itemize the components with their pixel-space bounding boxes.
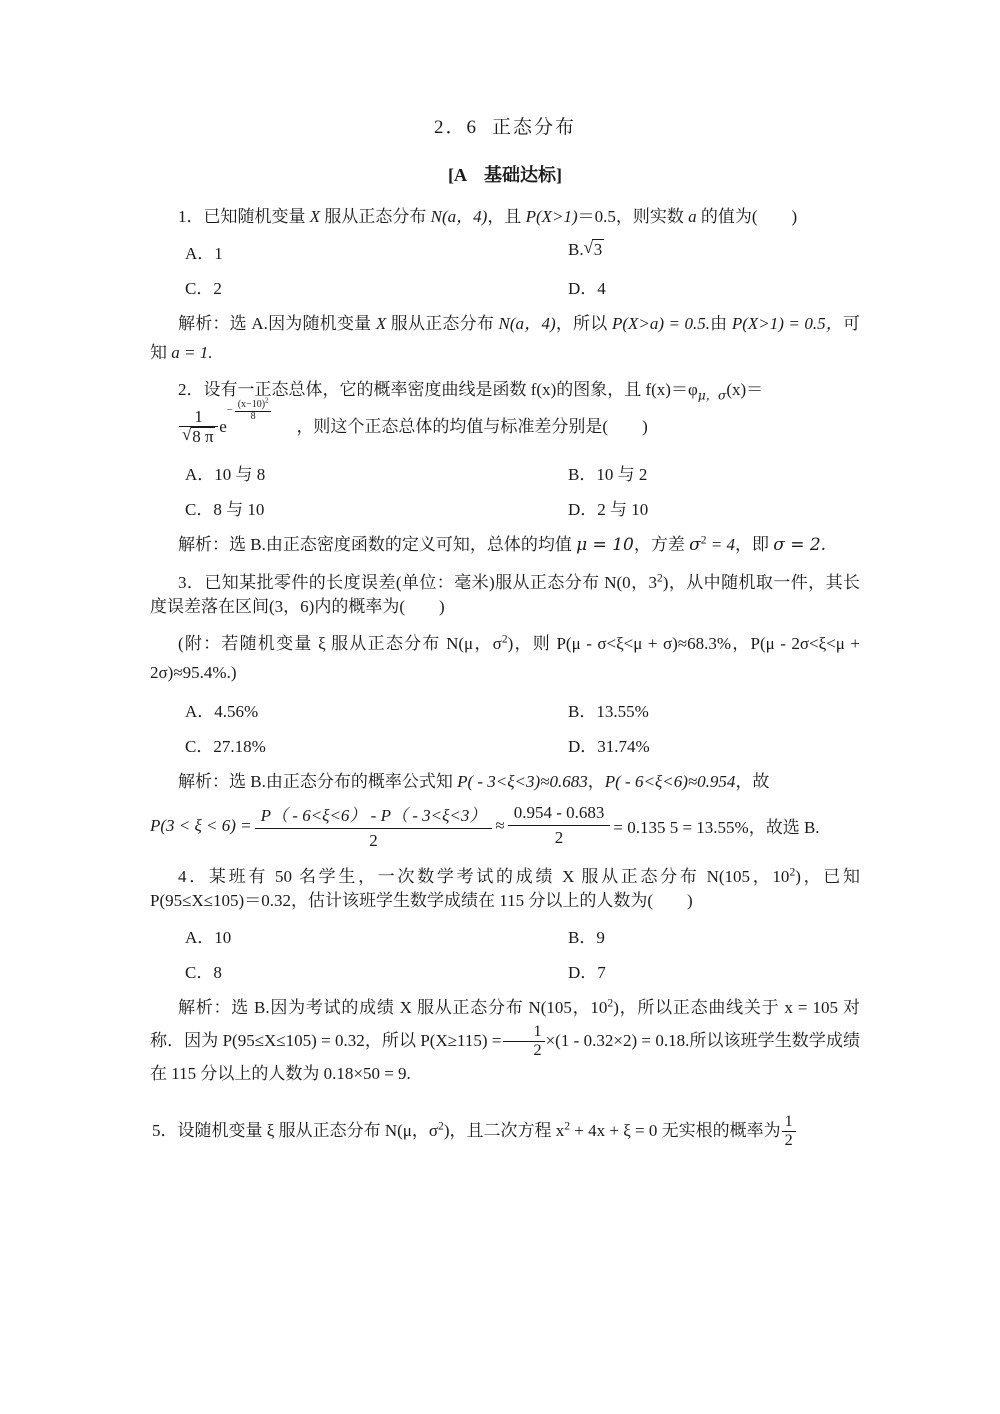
- q1-sol-e3: a = 1.: [171, 343, 213, 363]
- q1-sol-t1: 因为随机变量: [267, 314, 376, 334]
- q3-sol-t2: ，: [587, 772, 605, 792]
- q2-exp-num-text: (x−10): [237, 398, 266, 410]
- q4-sol-choice: 选 B.: [231, 997, 270, 1017]
- q2-option-d[interactable]: D．2 与 10: [568, 500, 649, 520]
- q2-sol-variance-value: = 4: [706, 535, 735, 555]
- question-3-number: 3．: [178, 572, 205, 592]
- q1-sol-choice: 选 A.: [229, 314, 268, 334]
- q1-sol-e2: P(X>1) = 0.5，: [731, 314, 844, 334]
- question-1-solution: [150, 309, 860, 367]
- q3-note-line1-end: )，则 P(μ - σ<ξ<μ + σ)≈68.3%，P(μ - 2σ<ξ: [507, 633, 827, 653]
- q2-phi-subscript: μ，σ: [697, 387, 727, 402]
- question-5-number: 5．: [152, 1121, 178, 1141]
- q3-note-line1: (附：若随机变量 ξ 服从正态分布 N(μ，σ: [178, 633, 502, 653]
- q3-note-sup: 2: [501, 632, 508, 646]
- q3-disp-f2-den: 2: [508, 825, 611, 848]
- sqrt-icon: [182, 427, 215, 446]
- q3-sol-e1: P( - 3<ξ<3)≈0.683: [457, 772, 588, 792]
- q2-frac-numerator: 1: [194, 406, 203, 426]
- q1-sol-t5: 可知: [150, 314, 861, 363]
- q3-sol-t1: 由正态分布的概率公式知: [265, 772, 458, 792]
- q1-text-3: ，且: [487, 207, 526, 226]
- q2-option-b[interactable]: B．10 与 2: [568, 465, 648, 485]
- q5-stem-a: 设随机变量 ξ 服从正态分布 N(μ，σ: [177, 1121, 439, 1141]
- question-1-number: 1．: [178, 207, 204, 226]
- q3-option-b[interactable]: B．13.55%: [568, 702, 649, 722]
- q4-sol-t1: 因为考试的成绩 X 服从正态分布 N(105，10: [269, 997, 608, 1017]
- q3-sol-choice: 选 B.: [229, 772, 266, 792]
- q5-sup-1: 2: [438, 1119, 444, 1133]
- q4-sol-label: 解析：: [178, 997, 232, 1017]
- question-2-formula: [150, 397, 860, 447]
- q2-sol-sigma-power: 2: [700, 533, 707, 547]
- q1-text-5: 的值为( ): [696, 207, 798, 226]
- q4-sol-frac-den: 2: [503, 1041, 545, 1059]
- q3-disp-fraction-2: [508, 803, 611, 848]
- q4-option-b[interactable]: B．9: [568, 927, 605, 947]
- q1-sol-dist-args: (a，4): [509, 314, 556, 334]
- q1-dist-n: N: [430, 207, 442, 226]
- q4-stem-line1: 某班有 50 名学生，一次数学考试的成绩 X 服从正态分布 N(105，10: [208, 866, 790, 886]
- q4-option-d[interactable]: D．7: [568, 962, 606, 982]
- q3-note-line2: <μ + 2σ)≈95.4%.): [150, 633, 860, 683]
- q4-sol-t2b: ×(1 - 0.32×2) = 0.18.所以该班学生数学: [545, 1031, 826, 1051]
- q1-var-a: a: [688, 207, 697, 226]
- question-4-options-row-1: [150, 923, 860, 948]
- question-3-options-row-2: [150, 732, 860, 757]
- question-3-options-row-1: [150, 697, 860, 722]
- q1-text-4: ＝0.5，则实数: [577, 207, 689, 226]
- q3-sol-label: 解析：: [178, 772, 229, 792]
- q2-coefficient-fraction: [179, 408, 218, 447]
- q5-half-fraction: [782, 1113, 796, 1149]
- q1-option-c[interactable]: C．2: [185, 279, 222, 299]
- title-number: 2．6: [433, 117, 478, 138]
- q1-option-d[interactable]: D．4: [568, 279, 606, 299]
- q2-option-c[interactable]: C．8 与 10: [185, 500, 265, 520]
- q5-stem-b: )，且二次方程 x: [443, 1121, 565, 1141]
- q3-disp-f2-num: 0.954 - 0.683: [513, 803, 605, 823]
- q1-text-2: 服从正态分布: [320, 207, 431, 226]
- q1-option-b-prefix: B.: [568, 240, 584, 260]
- q1-sol-t3: ，所以: [555, 314, 612, 334]
- q2-stem-tail: (x)＝: [726, 379, 764, 399]
- q1-prob-expr: P(X>1): [525, 207, 578, 226]
- q2-sol-label: 解析：: [178, 535, 229, 555]
- q2-sol-t1: 由正态密度函数的定义可知，总体的均值: [265, 535, 577, 555]
- title-text: 正态分布: [492, 117, 577, 138]
- q2-exponent: [226, 397, 273, 423]
- q2-sol-t2: ，方差: [633, 535, 690, 555]
- section-heading: [A 基础达标]: [448, 165, 562, 185]
- q2-sol-sigma-value: σ = 2.: [773, 535, 827, 556]
- q4-stem-sup: 2: [789, 864, 796, 878]
- question-2-options-row-1: [150, 460, 860, 485]
- q3-stem-sup: 2: [657, 571, 663, 585]
- q2-exponent-fraction: [235, 397, 272, 423]
- question-3-stem: [150, 571, 860, 619]
- question-3-display-formula: [150, 801, 860, 851]
- q5-frac-num: 1: [784, 1113, 793, 1131]
- q3-stem-line1-end: )，从中随机取一件，其: [662, 572, 843, 592]
- q4-sol-sup: 2: [607, 996, 614, 1010]
- q4-sol-t2a: 称．因为 P(95≤X≤105) = 0.32，所以 P(X≥115) =: [150, 1031, 502, 1051]
- q3-sol-e2: P( - 6<ξ<6)≈0.954: [604, 772, 736, 792]
- question-3-solution: [150, 767, 860, 796]
- page-content: [150, 112, 860, 1149]
- q1-sol-dist: N: [498, 314, 510, 334]
- page-title: [150, 112, 860, 139]
- q5-sup-2: 2: [564, 1119, 571, 1133]
- q4-option-a[interactable]: A．10: [185, 927, 232, 947]
- q3-disp-fraction-1: [255, 801, 493, 851]
- q2-exp-num-power: 2: [265, 397, 269, 405]
- q2-sol-mu: μ = 10: [576, 535, 634, 556]
- question-4-options-row-2: [150, 958, 860, 983]
- q1-option-a[interactable]: A．1: [185, 244, 223, 264]
- q1-var-x: X: [309, 207, 321, 226]
- q1-sol-e1: P(X>a) = 0.5.: [611, 314, 710, 334]
- q2-stem-text: 设有一正态总体，它的概率密度曲线是函数 f(x)的图象，且 f(x)＝φ: [203, 379, 698, 399]
- q2-sol-t3: ，即: [734, 535, 774, 555]
- q5-stem-c: + 4x + ξ = 0 无实根的概率为: [570, 1121, 781, 1141]
- q1-option-b-radicand: 3: [593, 240, 603, 260]
- q3-disp-tail: = 0.135 5 = 13.55%，故选 B.: [613, 818, 820, 838]
- question-2-options-row-2: [150, 495, 860, 520]
- q3-disp-lhs: P(3 < ξ < 6) =: [150, 815, 252, 835]
- question-4-stem: [150, 865, 860, 913]
- q1-sol-t2: 服从正态分布: [386, 314, 499, 334]
- q3-option-a[interactable]: A．4.56%: [185, 702, 259, 722]
- sqrt-icon: [584, 239, 604, 260]
- q1-sol-t4: 由: [709, 314, 732, 334]
- q2-frac-den-radicand: 8 π: [192, 427, 214, 447]
- q4-sol-t3: 成绩在 115 分以上的人数为 0.18×50 = 9.: [150, 1031, 861, 1083]
- q3-disp-f1-num: P（ - 6<ξ<6） - P（ - 3<ξ<3）: [260, 805, 487, 825]
- q4-stem-line2: P(95≤X≤105)＝0.32，估计该班学生数学成绩在 115 分以上的人数为( ): [150, 890, 693, 910]
- q2-exponential: [219, 397, 272, 439]
- q4-stem-line1-end: )，已知: [795, 866, 861, 886]
- q3-stem-line2: 长度误差落在区间(3，6)内的概率为( ): [150, 572, 860, 616]
- q1-dist-args: (a，4): [441, 207, 488, 226]
- q5-frac-den: 2: [782, 1131, 796, 1149]
- question-5-stem: [150, 1113, 860, 1149]
- question-4-number: 4．: [178, 866, 209, 886]
- q1-option-b[interactable]: [568, 239, 860, 264]
- q3-disp-f1-den: 2: [255, 828, 493, 851]
- question-2-solution: [150, 530, 860, 560]
- q4-sol-t1end: )，所以正态曲线关于 x = 105 对: [613, 997, 861, 1017]
- q4-sol-half-fraction: [503, 1023, 545, 1059]
- q2-exp-base: e: [219, 416, 227, 436]
- question-1-options-row-2: [150, 274, 860, 299]
- q2-sol-choice: 选 B.: [229, 535, 266, 555]
- q4-option-c[interactable]: C．8: [185, 962, 222, 982]
- q1-text-1: 已知随机变量: [203, 207, 310, 226]
- q2-frac-denominator: [179, 426, 218, 446]
- question-1-options-row-1: [150, 239, 860, 264]
- q2-exp-sign: −: [226, 405, 233, 417]
- q1-sol-label: 解析：: [178, 314, 230, 334]
- q3-option-d[interactable]: D．31.74%: [568, 737, 650, 757]
- q3-option-c[interactable]: C．27.18%: [185, 737, 266, 757]
- q4-sol-frac-num: 1: [533, 1023, 542, 1041]
- q1-sol-var: X: [375, 314, 387, 334]
- q3-sol-t3: ，故: [735, 772, 770, 792]
- question-1-stem: [150, 205, 860, 229]
- q3-stem-line1: 已知某批零件的长度误差(单位：毫米)服从正态分布 N(0，3: [204, 572, 657, 592]
- q2-option-a[interactable]: A．10 与 8: [185, 465, 266, 485]
- q2-exp-num: [235, 397, 272, 411]
- question-2-number: 2．: [178, 379, 204, 399]
- q2-sol-sigma: σ: [689, 535, 701, 556]
- q3-disp-approx: ≈: [495, 815, 505, 835]
- q2-formula-trailing: ，则这个正态总体的均值与标准差分别是( ): [296, 417, 648, 437]
- q2-exp-den: 8: [235, 411, 272, 423]
- question-3-note: [150, 629, 860, 687]
- question-4-solution: [150, 993, 860, 1089]
